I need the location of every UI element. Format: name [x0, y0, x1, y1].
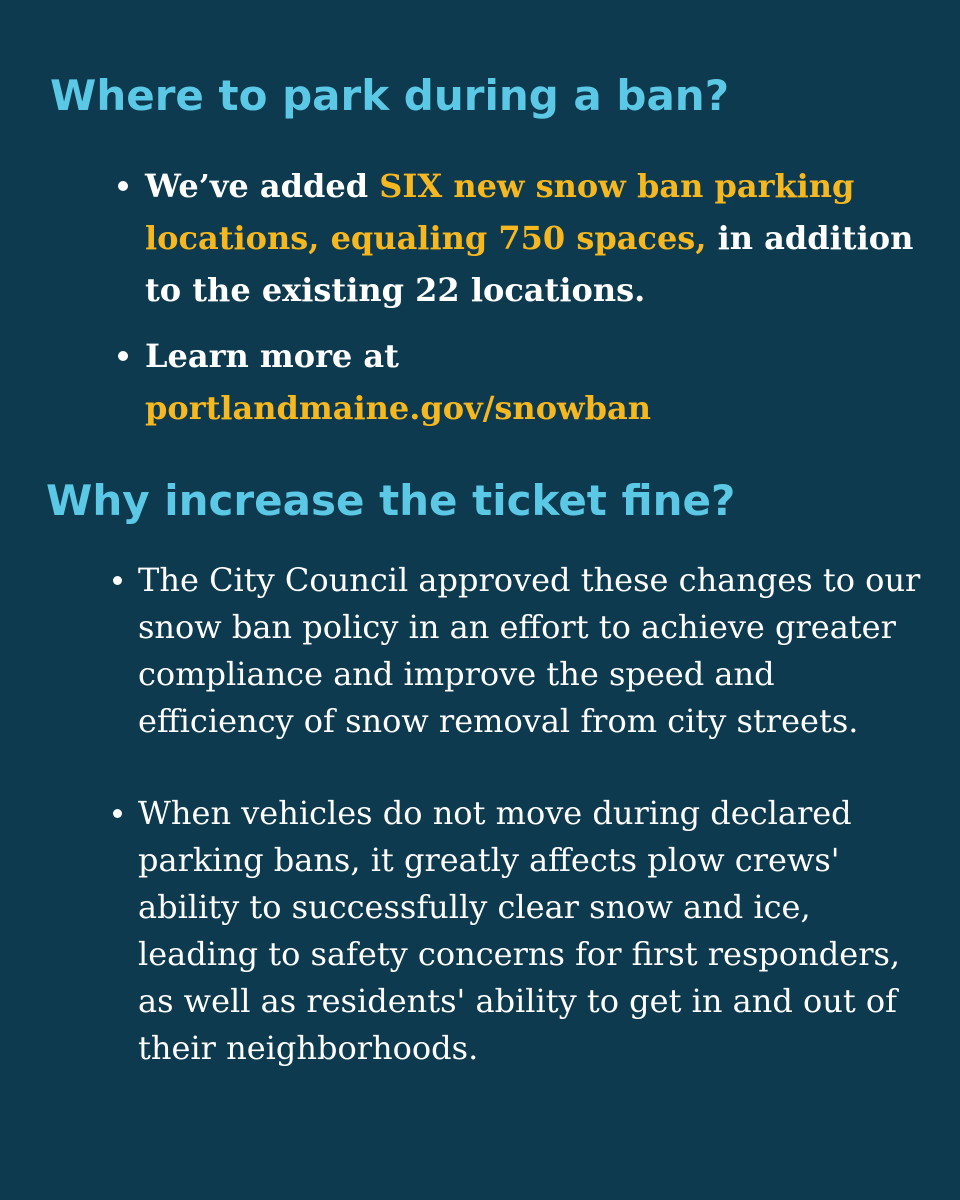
bullet-text-rest: in addition to the existing 22 locations.: [145, 219, 914, 309]
where-to-park-heading: Where to park during a ban?: [50, 71, 730, 120]
why-increase-heading: Why increase the ticket fine?: [46, 476, 736, 525]
parking-bullet-list: [145, 160, 935, 434]
bullet-text-intro: We’ve added: [145, 167, 380, 205]
highlighted-new-locations: SIX new snow ban parking locations, equaling 750 spaces,: [145, 167, 855, 257]
snowban-link[interactable]: portlandmaine.gov/snowban: [145, 389, 651, 427]
council-approval-bullet: The City Council approved these changes to our snow ban policy in an effort to achieve greater compliance and improve the speed and efficiency of snow removal from city streets.: [138, 557, 938, 745]
new-locations-bullet: [145, 160, 935, 316]
learn-more-text: Learn more at: [145, 337, 399, 375]
vehicle-impact-bullet: When vehicles do not move during declared parking bans, it greatly affects plow crews' ability to successfully clear snow and ice, leading to safety concerns for first responders, as well as residents' ability to get in and out of their neighborhoods.: [138, 790, 938, 1072]
fine-bullet-list: [138, 557, 938, 1072]
learn-more-bullet: [145, 330, 935, 434]
